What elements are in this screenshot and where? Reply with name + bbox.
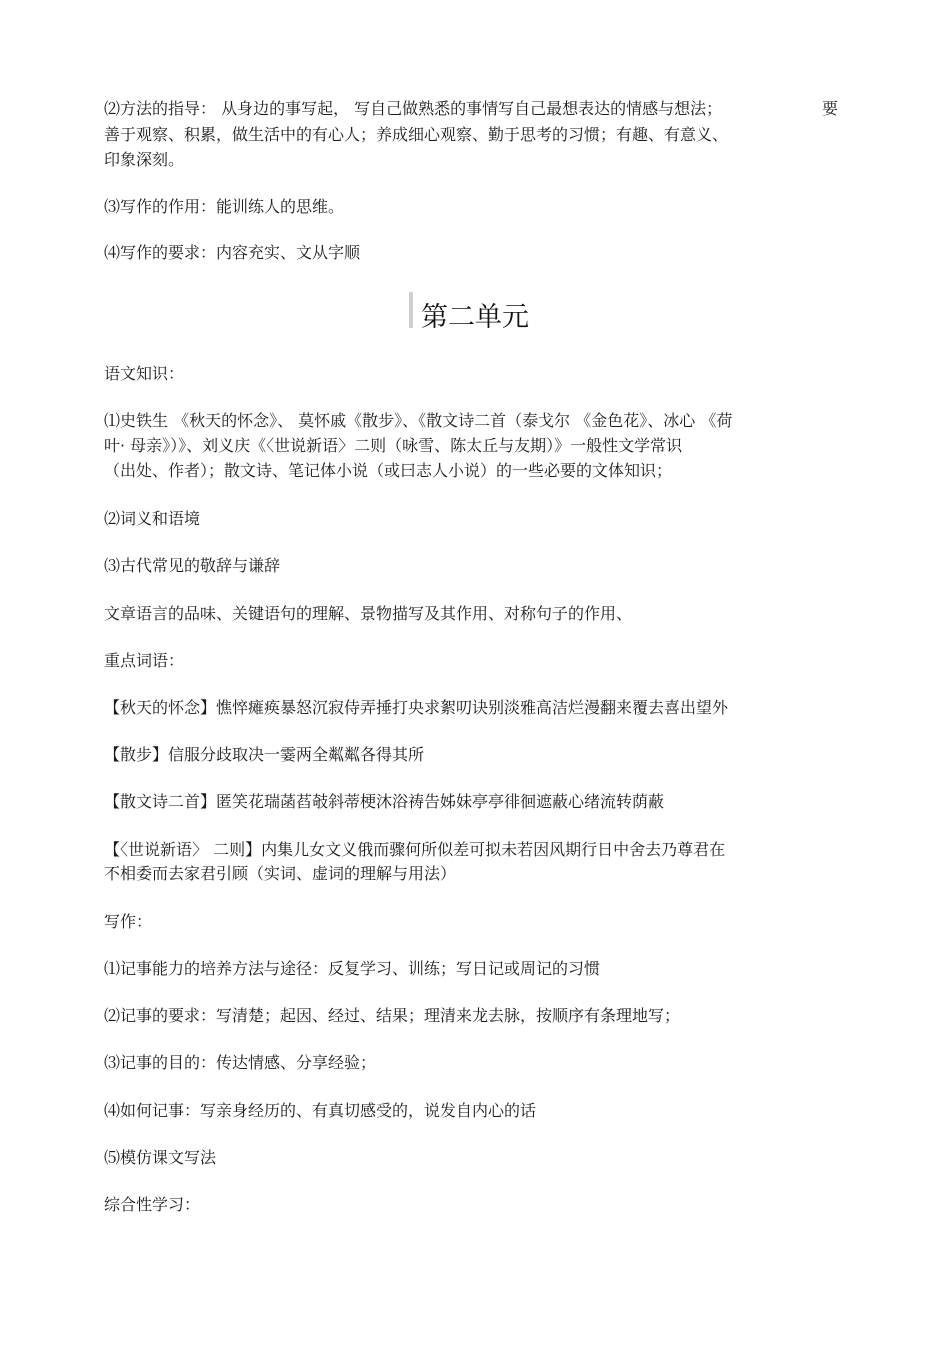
knowledge-item-3: ⑶古代常见的敬辞与谦辞 <box>104 556 281 575</box>
language-note: 文章语言的品味、关键语句的理解、景物描写及其作用、对称句子的作用、 <box>104 604 633 623</box>
vocab-shishuo-line-2: 不相委而去家君引顾（实词、虚词的理解与用法） <box>104 864 457 883</box>
method-guidance-line-1: ⑵方法的指导： 从身边的事写起， 写自己做熟悉的事情写自己最想表达的情感与想法； <box>104 99 723 118</box>
writing-item-4: ⑷如何记事：写亲身经历的、有真切感受的，说发自内心的话 <box>104 1101 537 1120</box>
writing-item-3: ⑶记事的目的：传达情感、分享经验； <box>104 1053 377 1072</box>
knowledge-heading: 语文知识： <box>104 364 185 383</box>
vocab-shishuo-line-1: 【〈世说新语〉 二则】内集儿女文义俄而骤何所似差可拟未若因风期行日中舍去乃尊君在 <box>104 840 726 859</box>
writing-function-item: ⑶写作的作用：能训练人的思维。 <box>104 197 345 216</box>
knowledge-item-1-line-3: （出处、作者）；散文诗、笔记体小说（或曰志人小说）的一些必要的文体知识； <box>104 461 673 480</box>
method-guidance-line-2: 善于观察、积累，做生活中的有心人；养成细心观察、勤于思考的习惯；有趣、有意义、 <box>104 125 729 144</box>
writing-item-5: ⑸模仿课文写法 <box>104 1148 217 1167</box>
comprehensive-heading: 综合性学习： <box>104 1195 201 1214</box>
vocab-heading: 重点词语： <box>104 651 185 670</box>
knowledge-item-1-line-2: 叶· 母亲》）》、刘义庆《〈世说新语〉二则（咏雪、陈太丘与友期）》一般性文学常识 <box>104 436 683 455</box>
writing-requirement-item: ⑷写作的要求：内容充实、文从字顺 <box>104 243 361 262</box>
writing-item-1: ⑴记事能力的培养方法与途径：反复学习、训练；写日记或周记的习惯 <box>104 959 601 978</box>
vocab-walk: 【散步】信服分歧取决一霎两全粼粼各得其所 <box>104 745 425 764</box>
writing-heading: 写作： <box>104 912 153 931</box>
method-guidance-line-3: 印象深刻。 <box>104 150 185 169</box>
knowledge-item-1-line-1: ⑴史铁生 《秋天的怀念》、 莫怀戚《散步》、《散文诗二首（泰戈尔 《金色花》、冰心 《荷 <box>104 411 733 430</box>
writing-item-2: ⑵记事的要求：写清楚；起因、经过、结果；理清来龙去脉，按顺序有条理地写； <box>104 1006 681 1025</box>
vocab-autumn: 【秋天的怀念】憔悴瘫痪暴怒沉寂侍弄捶打央求絮叨诀别淡雅高洁烂漫翻来覆去喜出望外 <box>104 698 729 717</box>
vocab-poems: 【散文诗二首】匿笑花瑞菡萏攲斜蒂梗沐浴祷告姊妹亭亭徘徊遮蔽心绪流转荫蔽 <box>104 792 665 811</box>
unit-title: 第二单元 <box>421 302 529 333</box>
method-guidance-line-1-end: 要 <box>822 99 839 118</box>
knowledge-item-2: ⑵词义和语境 <box>104 509 201 528</box>
